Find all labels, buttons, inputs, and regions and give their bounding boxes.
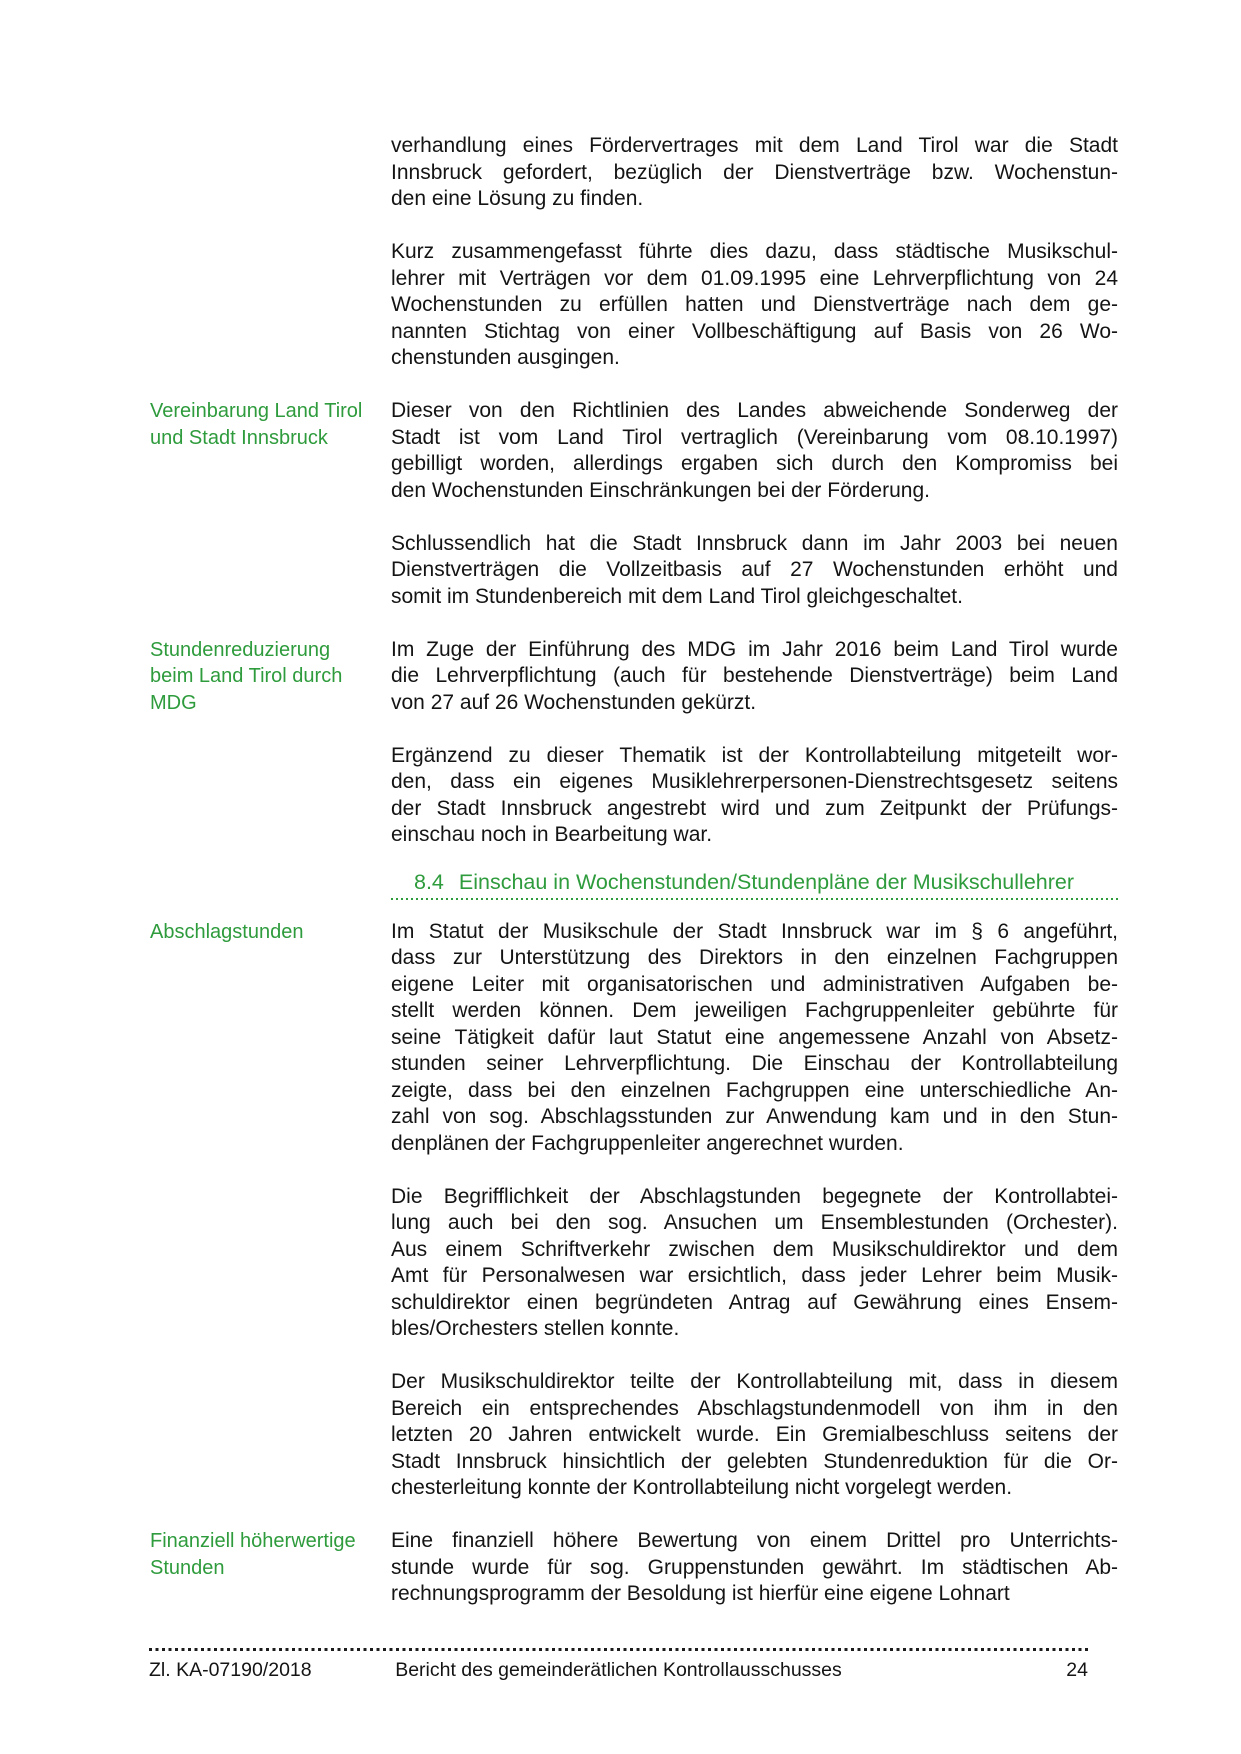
text-line: chesterleitung konnte der Kontrollabteilung nicht vorgelegt werden. (391, 1476, 1013, 1499)
text-line: den Wochenstunden Einschränkungen bei der Förderung. (391, 478, 930, 502)
text-line: lehrer mit Verträgen vor dem 01.09.1995 eine Lehrverpflichtung von 24 (391, 266, 1118, 290)
section-heading-text (391, 869, 1118, 896)
text-line: denplänen der Fachgruppenleiter angerechnet wurden. (391, 1131, 904, 1155)
text-line: dass zur Unterstützung des Direktors in den einzelnen Fachgruppen (391, 946, 1118, 969)
text-line: schuldirektor einen begründeten Antrag auf Gewährung eines Ensem- (391, 1290, 1118, 1314)
text-line: rechnungsprogramm der Besoldung ist hierfür eine eigene Lohnart (391, 1582, 1010, 1605)
text-line: Dienstverträgen die Vollzeitbasis auf 27 Wochenstunden erhöht und (391, 558, 1118, 581)
footer-reference: Zl. KA-07190/2018 (149, 1659, 312, 1681)
footer-page-number: 24 (1066, 1659, 1088, 1681)
margin-label (150, 1528, 391, 1608)
text-line: von 27 auf 26 Wochenstunden gekürzt. (391, 690, 757, 714)
paragraph (391, 1184, 1118, 1343)
text-line: stellt werden können. Dem jeweiligen Fachgruppenleiter gebührte für (391, 999, 1118, 1022)
text-block (150, 398, 1120, 504)
text-line: Amt für Personalwesen war ersichtlich, dass jeder Lehrer beim Musik- (391, 1264, 1118, 1287)
text-line: Im Zuge der Einführung des MDG im Jahr 2016 beim Land Tirol wurde (391, 637, 1118, 661)
text-line: lung auch bei den sog. Ansuchen um Ensemblestunden (Orchester). (391, 1211, 1118, 1234)
text-block (150, 531, 1120, 611)
margin-label (150, 1369, 391, 1502)
text-line: nannten Stichtag von einer Vollbeschäftigung auf Basis von 26 Wo- (391, 319, 1118, 343)
text-line: chenstunden ausgingen. (391, 346, 620, 369)
text-line: Dieser von den Richtlinien des Landes abweichende Sonderweg der (391, 399, 1118, 422)
footer-title: Bericht des gemeinderätlichen Kontrollausschusses (395, 1659, 842, 1681)
paragraph (391, 637, 1118, 717)
heading-dotted-underline (391, 898, 1118, 900)
text-block (150, 637, 1120, 717)
footer-dotted-rule (149, 1648, 1088, 1651)
margin-label (150, 919, 391, 1158)
text-line: letzten 20 Jahren entwickelt wurde. Ein Gremialbeschluss seitens der (391, 1423, 1118, 1446)
text-line: Der Musikschuldirektor teilte der Kontrollabteilung mit, dass in diesem (391, 1370, 1118, 1393)
text-line: Im Statut der Musikschule der Stadt Innsbruck war im § 6 angeführt, (391, 919, 1118, 943)
paragraph (391, 1528, 1118, 1608)
section-heading-row (150, 869, 1120, 900)
margin-label (150, 531, 391, 611)
margin-label-line: Stunden (150, 1556, 225, 1579)
text-line: gebilligt worden, allerdings ergaben sich durch den Kompromiss bei (391, 452, 1118, 475)
text-block (150, 1369, 1120, 1502)
text-line: Bereich ein entsprechendes Abschlagstundenmodell von ihm in den (391, 1396, 1118, 1420)
text-line: Ergänzend zu dieser Thematik ist der Kontrollabteilung mitgeteilt wor- (391, 743, 1118, 767)
text-block (150, 743, 1120, 849)
text-line: Schlussendlich hat die Stadt Innsbruck dann im Jahr 2003 bei neuen (391, 531, 1118, 555)
text-line: Eine finanziell höhere Bewertung von einem Drittel pro Unterrichts- (391, 1529, 1118, 1552)
text-line: somit im Stundenbereich mit dem Land Tirol gleichgeschaltet. (391, 584, 963, 608)
text-block (150, 1184, 1120, 1343)
text-line: bles/Orchesters stellen konnte. (391, 1317, 680, 1340)
margin-label (150, 869, 391, 900)
paragraph (391, 743, 1118, 849)
margin-label (150, 637, 391, 717)
margin-label-line: Vereinbarung Land Tirol (150, 400, 363, 422)
paragraph (391, 398, 1118, 504)
text-block (150, 1528, 1120, 1608)
text-line: eigene Leiter mit organisatorischen und administrativen Aufgaben be- (391, 972, 1118, 996)
text-block (150, 133, 1120, 213)
margin-label-line: MDG (150, 691, 197, 714)
text-line: zeigte, dass bei den einzelnen Fachgruppen eine unterschiedliche An- (391, 1078, 1118, 1102)
text-line: seine Tätigkeit dafür laut Statut eine angemessene Anzahl von Absetz- (391, 1025, 1118, 1049)
paragraph (391, 531, 1118, 611)
text-line: Aus einem Schriftverkehr zwischen dem Musikschuldirektor und dem (391, 1237, 1118, 1261)
margin-label-line: und Stadt Innsbruck (150, 426, 328, 449)
page-footer (149, 1648, 1088, 1682)
margin-label (150, 1184, 391, 1343)
text-line: den, dass ein eigenes Musiklehrerpersonen-Dienstrechtsgesetz seitens (391, 770, 1118, 793)
paragraph (391, 133, 1118, 213)
margin-label (150, 743, 391, 849)
margin-label (150, 133, 391, 213)
text-block (150, 919, 1120, 1158)
text-line: zahl von sog. Abschlagsstunden zur Anwendung kam und in den Stun- (391, 1105, 1118, 1128)
margin-label-line: Abschlagstunden (150, 920, 304, 943)
paragraph (391, 239, 1118, 372)
text-line: verhandlung eines Fördervertrages mit dem Land Tirol war die Stadt (391, 134, 1118, 157)
margin-label-line: Stundenreduzierung (150, 638, 331, 661)
section-title: Einschau in Wochenstunden/Stundenpläne der Musikschullehrer (458, 870, 1075, 894)
footer-row (149, 1658, 1088, 1682)
text-line: Stadt Innsbruck hinsichtlich der gelebten Stundenreduktion für die Or- (391, 1449, 1118, 1473)
margin-label (150, 239, 391, 372)
text-line: stunden seiner Lehrverpflichtung. Die Einschau der Kontrollabteilung (391, 1052, 1118, 1075)
text-line: Wochenstunden zu erfüllen hatten und Dienstverträge nach dem ge- (391, 293, 1118, 316)
text-line: einschau noch in Bearbeitung war. (391, 823, 713, 846)
margin-label-line: beim Land Tirol durch (150, 665, 343, 687)
text-line: der Stadt Innsbruck angestrebt wird und zum Zeitpunkt der Prüfungs- (391, 796, 1118, 820)
document-content (150, 133, 1120, 1634)
text-line: Innsbruck gefordert, bezüglich der Dienstverträge bzw. Wochenstun- (391, 160, 1118, 184)
text-line: Kurz zusammengefasst führte dies dazu, dass städtische Musikschul- (391, 240, 1118, 263)
text-line: den eine Lösung zu finden. (391, 187, 644, 210)
margin-label-line: Finanziell höherwertige (150, 1530, 356, 1552)
section-heading (391, 869, 1118, 900)
margin-label (150, 398, 391, 504)
section-number: 8.4 (414, 870, 444, 894)
paragraph (391, 1369, 1118, 1502)
text-block (150, 239, 1120, 372)
text-line: die Lehrverpflichtung (auch für bestehende Dienstverträge) beim Land (391, 664, 1118, 687)
text-line: Stadt ist vom Land Tirol vertraglich (Vereinbarung vom 08.10.1997) (391, 425, 1118, 449)
text-line: stunde wurde für sog. Gruppenstunden gewährt. Im städtischen Ab- (391, 1555, 1118, 1579)
paragraph (391, 919, 1118, 1158)
text-line: Die Begrifflichkeit der Abschlagstunden begegnete der Kontrollabtei- (391, 1184, 1118, 1208)
